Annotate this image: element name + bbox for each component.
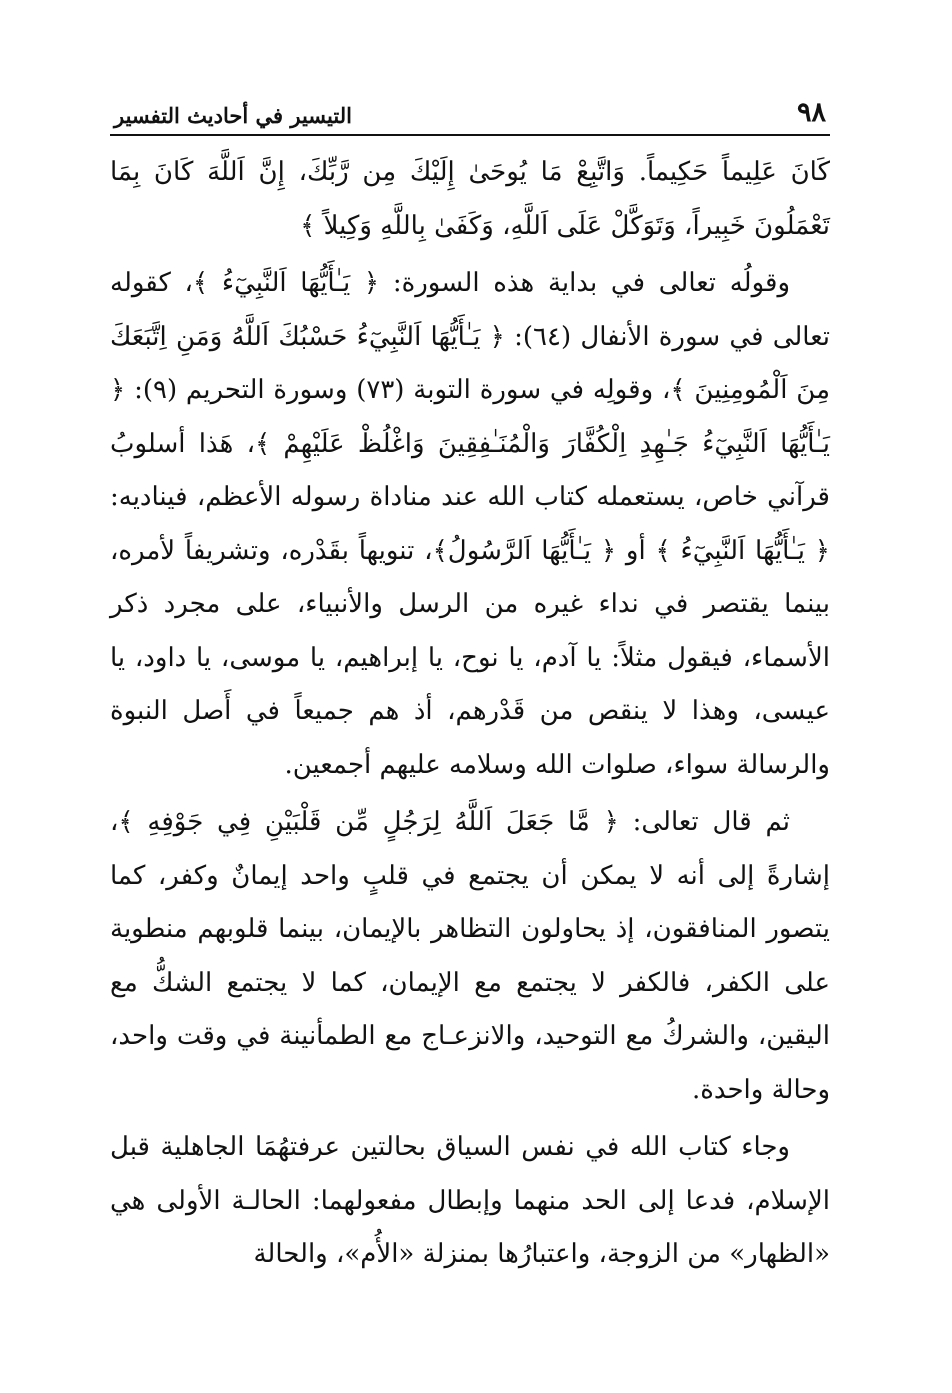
paragraph-verse-continuation: كَانَ عَلِيماً حَكِيماً. وَاتَّبِعْ مَا يُوحَىٰ إِلَيْكَ مِن رَّبِّكَ، إِنَّ اَللَّهَ كَانَ بِمَا تَعْمَلُونَ خَبِيراً، وَتَوَكَّلْ عَلَى اَللَّهِ، وَكَفَىٰ بِاللَّهِ وَكِيلاً ﴾ xyxy=(110,157,830,241)
page-body xyxy=(110,146,830,1282)
book-page xyxy=(110,90,830,1282)
paragraph-prophet-address: وقولُه تعالى في بداية هذه السورة: ﴿ يَـٰأَيُّهَا اَلنَّبِيٓءُ ﴾، كقوله تعالى في سورة الأنفال (٦٤): ﴿ يَـٰأَيُّهَا اَلنَّبِيٓءُ حَسْبُكَ اَللَّهُ وَمَنِ اِتَّبَعَكَ مِنَ اَلْمُومِنِينَ ﴾، وقولِه في سورة التوبة (٧٣) وسورة التحريم (٩): ﴿ يَـٰأَيُّهَا اَلنَّبِيٓءُ جَـٰهِدِ اِلْكُفَّارَ وَالْمُنَـٰفِقِينَ وَاغْلُظْ عَلَيْهِمْ ﴾، هَذا أسلوبُ قرآني خاص، يستعمله كتاب الله عند مناداة رسوله الأعظم، فيناديه: ﴿ يَـٰأَيُّهَا اَلنَّبِيٓءُ ﴾ أو ﴿ يَـٰأَيُّهَا اَلرَّسُولُ﴾، تنويهاً بقَدْره، وتشريفاً لأمره، بينما يقتصر في نداء غيره من الرسل والأنبياء، على مجرد ذكر الأسماء، فيقول مثلاً: يا آدم، يا نوح، يا إبراهيم، يا موسى، يا داود، يا عيسى، وهذا لا ينقص من قَدْرهم، أذ هم جميعاً في أَصل النبوة والرسالة سواء، صلوات الله وسلامه عليهم أجمعين. xyxy=(110,268,831,780)
paragraph-two-hearts: ثم قال تعالى: ﴿ مَّا جَعَلَ اَللَّهُ لِرَجُلٍ مِّن قَلْبَيْنِ فِي جَوْفِهِ ﴾، إشارةً إلى أنه لا يمكن أن يجتمع في قلبٍ واحد إيمانٌ وكفر، كما يتصور المنافقون، إذ يحاولون التظاهر بالإيمان، بينما قلوبهم منطوية على الكفر، فالكفر لا يجتمع مع الإيمان، كما لا يجتمع الشكُّ مع اليقين، والشركُ مع التوحيد، والانزعـاج مع الطمأنينة في وقت واحد، وحالة واحدة. xyxy=(110,807,830,1105)
paragraph-zihar: وجاء كتاب الله في نفس السياق بحالتين عرفتهُمَا الجاهلية قبل الإسلام، فدعا إلى الحد منهما وإبطال مفعولهما: الحالـة الأولى هي «الظهار» من الزوجة، واعتبارُها بمنزلة «الأُم»، والحالة xyxy=(110,1132,830,1269)
page-header xyxy=(110,90,830,136)
running-title: التيسير في أحاديث التفسير xyxy=(114,103,352,128)
page-number: ٩٨ xyxy=(796,97,826,128)
